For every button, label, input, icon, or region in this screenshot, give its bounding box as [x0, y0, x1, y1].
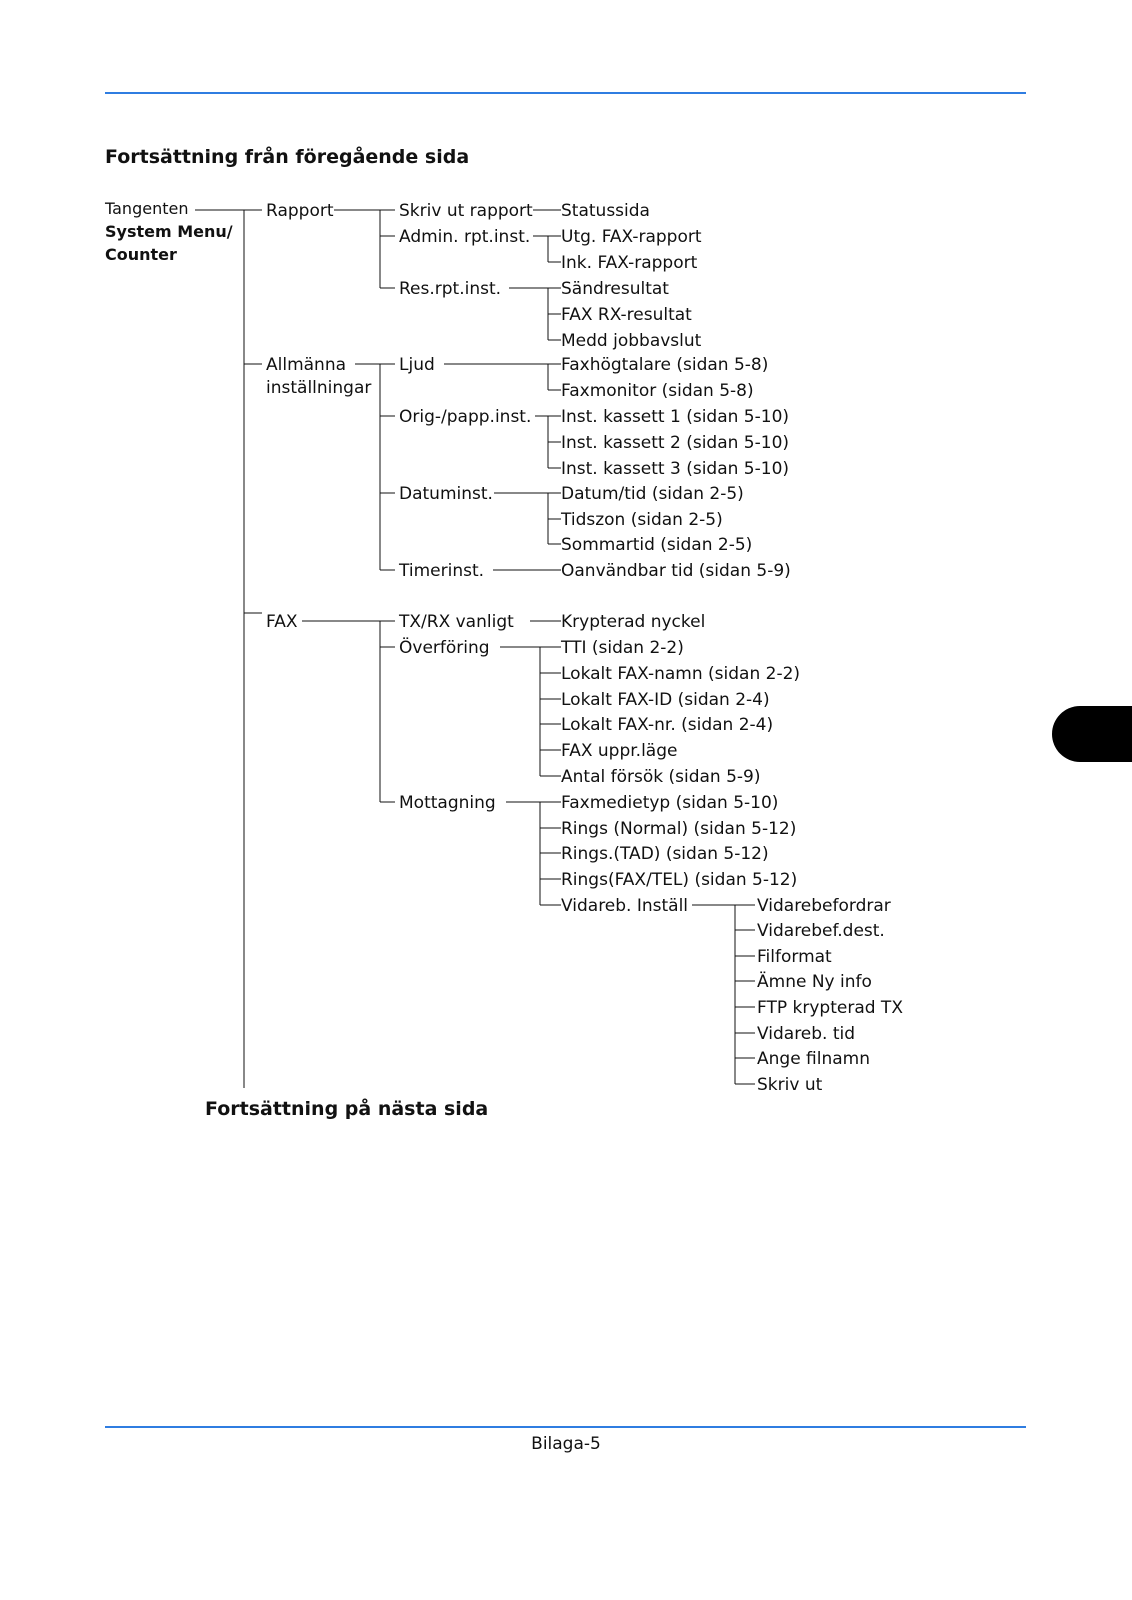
root-line-3: Counter — [105, 245, 177, 264]
leaf-lokalt-fax-nr: Lokalt FAX-nr. (sidan 2-4) — [561, 715, 774, 735]
leaf-ange-filnamn: Ange filnamn — [757, 1049, 871, 1069]
leaf-tidszon: Tidszon (sidan 2-5) — [561, 510, 723, 530]
bottom-rule — [105, 1426, 1026, 1428]
leaf-oanvandbar-tid: Oanvändbar tid (sidan 5-9) — [561, 561, 791, 581]
chapter-tab — [1052, 706, 1132, 762]
node-orig-papp: Orig-/papp.inst. — [399, 407, 532, 427]
leaf-rings-normal: Rings (Normal) (sidan 5-12) — [561, 819, 797, 839]
leaf-sandresultat: Sändresultat — [561, 279, 669, 299]
continued-from-heading: Fortsättning från föregående sida — [105, 146, 470, 168]
node-mottagning: Mottagning — [399, 793, 496, 813]
leaf-faxmonitor: Faxmonitor (sidan 5-8) — [561, 381, 754, 401]
leaf-ink-fax-rapport: Ink. FAX-rapport — [561, 253, 698, 273]
page-number: Bilaga-5 — [531, 1434, 601, 1454]
leaf-tti: TTI (sidan 2-2) — [561, 638, 684, 658]
leaf-krypterad-nyckel: Krypterad nyckel — [561, 612, 706, 632]
leaf-rings-tad: Rings.(TAD) (sidan 5-12) — [561, 844, 769, 864]
node-timerinst: Timerinst. — [399, 561, 485, 581]
leaf-amne-ny-info: Ämne Ny info — [757, 972, 872, 992]
leaf-vidarebefordrar: Vidarebefordrar — [757, 896, 891, 916]
leaf-antal-forsok: Antal försök (sidan 5-9) — [561, 767, 761, 787]
node-rapport: Rapport — [266, 201, 334, 221]
leaf-sommartid: Sommartid (sidan 2-5) — [561, 535, 753, 555]
node-overforing: Överföring — [399, 638, 490, 658]
node-skriv-ut-rapport: Skriv ut rapport — [399, 201, 533, 221]
leaf-utg-fax-rapport: Utg. FAX-rapport — [561, 227, 702, 247]
node-datuminst: Datuminst. — [399, 484, 493, 504]
continued-on-heading: Fortsättning på nästa sida — [205, 1098, 489, 1120]
leaf-vidarebef-dest: Vidarebef.dest. — [757, 921, 885, 941]
leaf-skriv-ut: Skriv ut — [757, 1075, 823, 1095]
leaf-ftp-krypterad-tx: FTP krypterad TX — [757, 998, 903, 1018]
root-line-2: System Menu/ — [105, 222, 233, 241]
node-ljud: Ljud — [399, 355, 435, 375]
leaf-lokalt-fax-id: Lokalt FAX-ID (sidan 2-4) — [561, 690, 770, 710]
root-line-1: Tangenten — [105, 199, 189, 218]
node-fax: FAX — [266, 612, 298, 632]
node-txrx-vanligt: TX/RX vanligt — [399, 612, 514, 632]
leaf-faxmedietyp: Faxmedietyp (sidan 5-10) — [561, 793, 779, 813]
node-res-rpt: Res.rpt.inst. — [399, 279, 502, 299]
leaf-inst-kassett-1: Inst. kassett 1 (sidan 5-10) — [561, 407, 790, 427]
leaf-rings-fax-tel: Rings(FAX/TEL) (sidan 5-12) — [561, 870, 798, 890]
leaf-fax-rx-resultat: FAX RX-resultat — [561, 305, 692, 325]
leaf-statussida: Statussida — [561, 201, 650, 221]
node-vidareb-installning: Vidareb. Inställ — [561, 896, 689, 916]
leaf-filformat: Filformat — [757, 947, 832, 967]
node-allmanna-line1: Allmänna — [266, 355, 347, 375]
leaf-inst-kassett-2: Inst. kassett 2 (sidan 5-10) — [561, 433, 790, 453]
leaf-inst-kassett-3: Inst. kassett 3 (sidan 5-10) — [561, 459, 790, 479]
leaf-lokalt-fax-namn: Lokalt FAX-namn (sidan 2-2) — [561, 664, 801, 684]
leaf-vidareb-tid: Vidareb. tid — [757, 1024, 856, 1044]
leaf-fax-uppr-lage: FAX uppr.läge — [561, 741, 678, 761]
node-allmanna-line2: inställningar — [266, 378, 372, 398]
node-admin-rpt: Admin. rpt.inst. — [399, 227, 531, 247]
leaf-datum-tid: Datum/tid (sidan 2-5) — [561, 484, 744, 504]
leaf-medd-jobbavslut: Medd jobbavslut — [561, 331, 702, 351]
leaf-faxhogtalare: Faxhögtalare (sidan 5-8) — [561, 355, 769, 375]
